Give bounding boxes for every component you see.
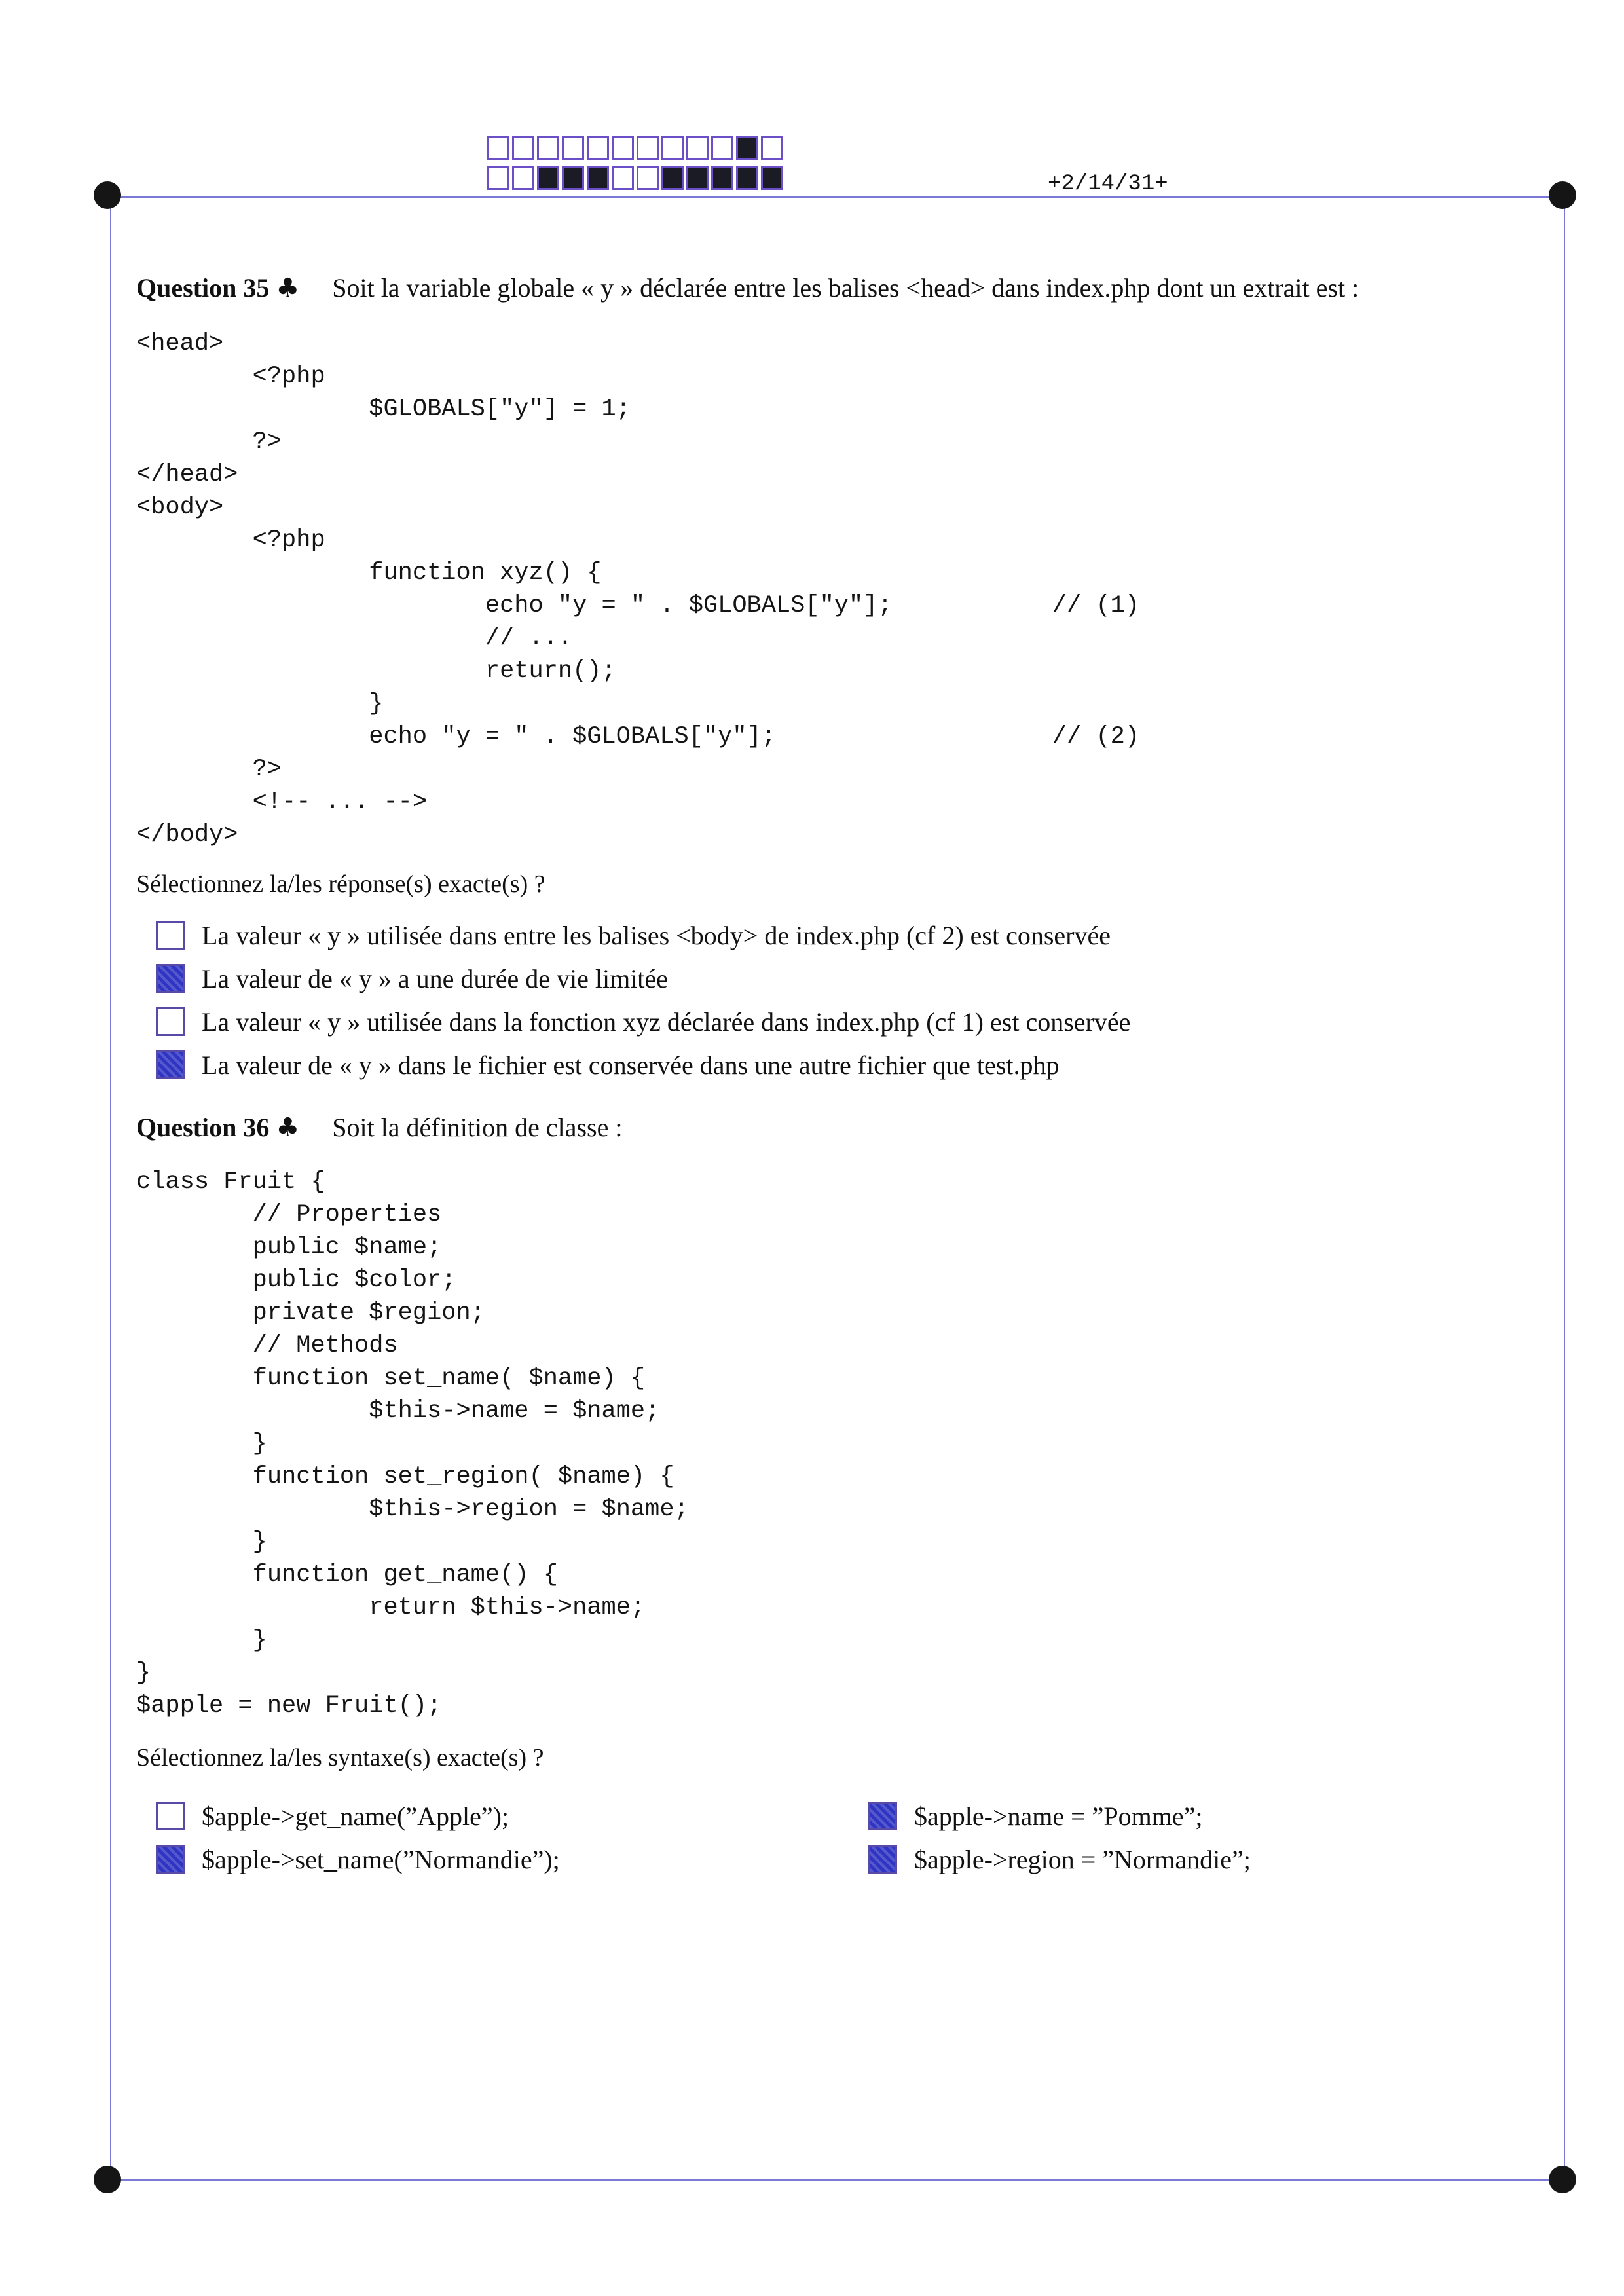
answer-checkbox[interactable]	[156, 921, 185, 950]
answer-checkbox[interactable]	[156, 1802, 185, 1830]
answer-label: La valeur « y » utilisée dans la fonction xyz déclarée dans index.php (cf 1) est conservée	[202, 1007, 1131, 1037]
answer-checkbox[interactable]	[868, 1802, 897, 1830]
barcode-square	[562, 136, 584, 160]
question-35-header	[136, 272, 1359, 303]
answer-label: $apple->name = ”Pomme”;	[914, 1801, 1203, 1831]
answer-label: La valeur « y » utilisée dans entre les balises <body> de index.php (cf 2) est conservée	[202, 920, 1111, 950]
barcode-square	[637, 136, 659, 160]
answer-label: $apple->region = ”Normandie”;	[914, 1844, 1251, 1874]
barcode-square	[612, 166, 634, 190]
barcode-square	[761, 166, 783, 190]
question-36-code: class Fruit { // Properties public $name; public $color; private $region; // Methods function set_name( $name) { $this->name = $name; } function set_region( $name) { $this->region = $name; } function get_name() { return $this->name; } } $apple = new Fruit();	[136, 1168, 689, 1720]
barcode-square	[587, 166, 609, 190]
barcode-square	[637, 166, 659, 190]
corner-marker-top-right	[1549, 181, 1576, 209]
barcode-square	[512, 166, 534, 190]
club-icon: ♣	[276, 1113, 300, 1143]
answer-label: La valeur de « y » dans le fichier est conservée dans une autre fichier que test.php	[202, 1050, 1060, 1080]
barcode-square	[661, 166, 684, 190]
question-35-answers	[156, 914, 1130, 1086]
question-36-number: Question 36	[136, 1113, 270, 1142]
question-36-answers-left	[156, 1794, 560, 1881]
answer-option[interactable]	[156, 1838, 560, 1881]
barcode-row-2	[487, 166, 786, 191]
barcode-square	[761, 136, 783, 160]
question-36-answers-right	[868, 1794, 1251, 1881]
answer-option[interactable]	[156, 1794, 560, 1838]
barcode-square	[487, 166, 509, 190]
barcode-boxes	[487, 136, 786, 196]
club-icon: ♣	[276, 273, 300, 303]
barcode-square	[612, 136, 634, 160]
answer-checkbox[interactable]	[156, 1845, 185, 1874]
barcode-square	[661, 136, 684, 160]
answer-option[interactable]	[156, 914, 1130, 957]
answer-label: La valeur de « y » a une durée de vie limitée	[202, 963, 668, 993]
page-identifier: +2/14/31+	[1048, 172, 1168, 196]
answer-option[interactable]	[868, 1838, 1251, 1881]
question-35-code: <head> <?php $GLOBALS["y"] = 1; ?> </head> <body> <?php function xyz() { echo "y = " . $GLOBALS["y"]; // (1) // ... return(); } echo "y = " . $GLOBALS["y"]; // (2) ?> <!-- ... --> </body>	[136, 330, 1140, 849]
barcode-square	[512, 136, 534, 160]
barcode-square	[487, 136, 509, 160]
answer-checkbox[interactable]	[156, 1007, 185, 1036]
answer-option[interactable]	[868, 1794, 1251, 1838]
barcode-square	[736, 166, 758, 190]
barcode-square	[686, 166, 709, 190]
corner-marker-bottom-left	[94, 2166, 121, 2193]
question-35-number: Question 35	[136, 273, 270, 303]
barcode-square	[562, 166, 584, 190]
answer-checkbox[interactable]	[156, 1050, 185, 1079]
corner-marker-bottom-right	[1549, 2166, 1576, 2193]
barcode-square	[537, 166, 559, 190]
barcode-square	[711, 166, 733, 190]
question-35-text: Soit la variable globale « y » déclarée entre les balises <head> dans index.php dont un extrait est :	[332, 273, 1359, 303]
answer-checkbox[interactable]	[156, 964, 185, 993]
question-36-text: Soit la définition de classe :	[332, 1113, 623, 1142]
answer-option[interactable]	[156, 1043, 1130, 1086]
answer-checkbox[interactable]	[868, 1845, 897, 1874]
barcode-square	[587, 136, 609, 160]
question-36-header	[136, 1112, 622, 1143]
barcode-square	[736, 136, 758, 160]
barcode-square	[711, 136, 733, 160]
answer-option[interactable]	[156, 957, 1130, 1000]
answer-label: $apple->set_name(”Normandie”);	[202, 1844, 560, 1874]
corner-marker-top-left	[94, 181, 121, 209]
barcode-square	[686, 136, 709, 160]
answer-label: $apple->get_name(”Apple”);	[202, 1801, 509, 1831]
question-36-prompt: Sélectionnez la/les syntaxe(s) exacte(s) ?	[136, 1744, 544, 1771]
barcode-square	[537, 136, 559, 160]
answer-option[interactable]	[156, 1000, 1130, 1043]
question-35-prompt: Sélectionnez la/les réponse(s) exacte(s) ?	[136, 870, 545, 898]
barcode-row-1	[487, 136, 786, 161]
